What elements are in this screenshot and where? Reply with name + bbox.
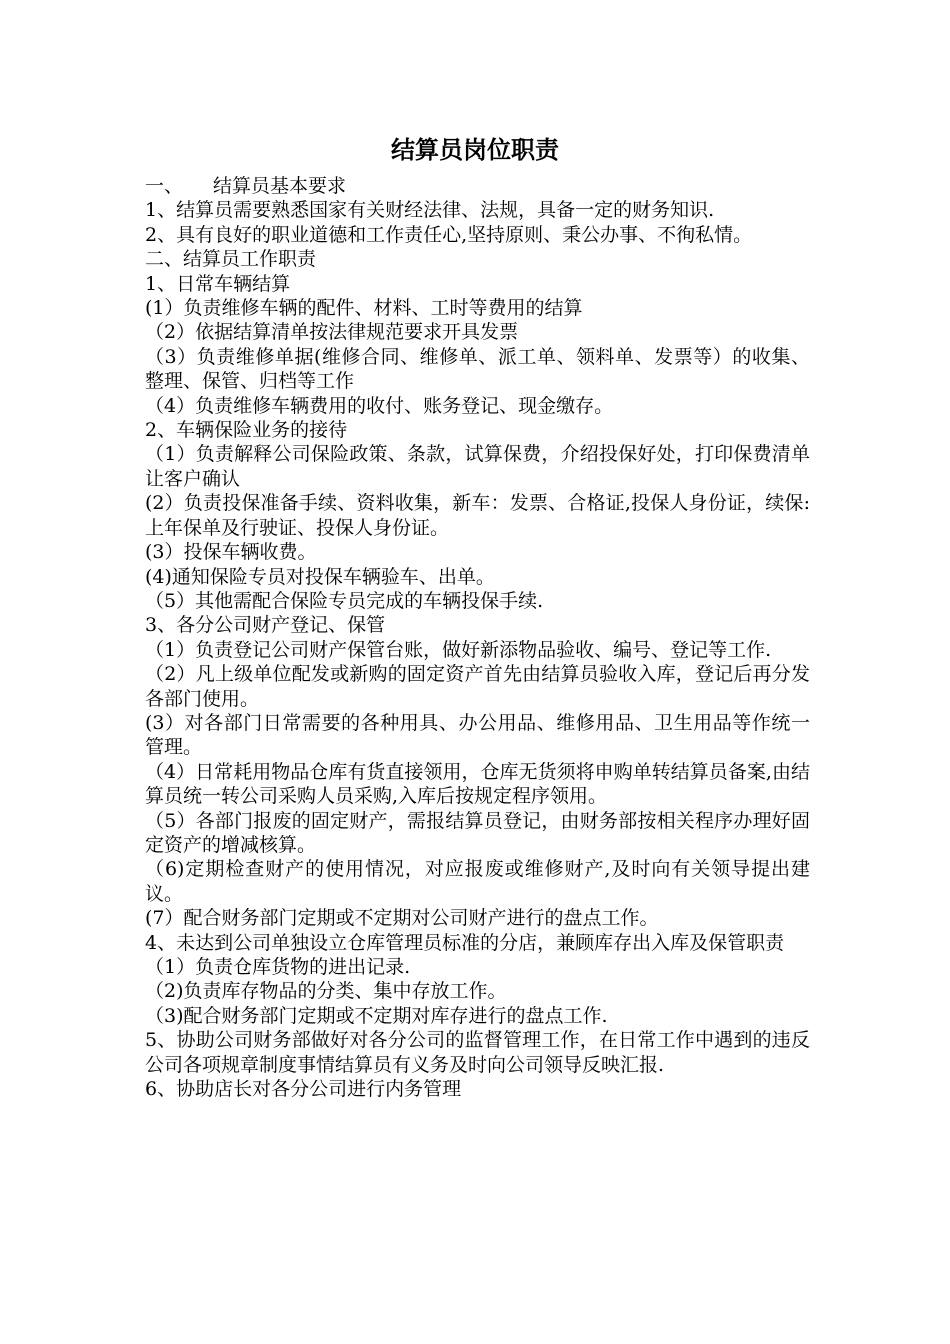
list-item: （4）日常耗用物品仓库有货直接领用，仓库无货须将申购单转结算员备案,由结算员统一转公司采购人员采购,入库后按规定程序领用。 <box>145 760 810 808</box>
list-item: (4)通知保险专员对投保车辆验车、出单。 <box>145 565 495 588</box>
list-item: (3）对各部门日常需要的各种用具、办公用品、维修用品、卫生用品等作统一管理。 <box>145 711 810 759</box>
document-body <box>145 174 810 1101</box>
list-item: (3）投保车辆收费。 <box>145 541 317 564</box>
list-item: （4）负责维修车辆费用的收付、账务登记、现金缴存。 <box>145 394 614 417</box>
list-item: （5）其他需配合保险专员完成的车辆投保手续. <box>145 589 544 612</box>
list-item: （5）各部门报废的固定财产，需报结算员登记，由财务部按相关程序办理好固定资产的增减核算。 <box>145 809 810 856</box>
paragraph: 2、具有良好的职业道德和工作责任心,坚持原则、秉公办事、不徇私情。 <box>145 223 753 246</box>
section-heading <box>145 174 810 198</box>
list-item: (1）负责维修车辆的配件、材料、工时等费用的结算 <box>145 297 583 320</box>
list-item: （2)负责库存物品的分类、集中存放工作。 <box>145 980 507 1003</box>
subsection-heading: 3、各分公司财产登记、保管 <box>145 614 386 637</box>
list-item: （2）依据结算清单按法律规范要求开具发票 <box>145 321 519 344</box>
list-item: （1）负责仓库货物的进出记录. <box>145 956 411 978</box>
subsection-heading: 2、车辆保险业务的接待 <box>145 419 348 442</box>
section-title: 结算员基本要求 <box>213 175 347 197</box>
list-item: （3)配合财务部门定期或不定期对库存进行的盘点工作. <box>145 1004 608 1027</box>
list-item: （1）负责登记公司财产保管台账，做好新添物品验收、编号、登记等工作. <box>145 638 772 661</box>
list-item: （3）负责维修单据(维修合同、维修单、派工单、领料单、发票等）的收集、整理、保管、归档等工作 <box>145 345 810 393</box>
list-item: (7）配合财务部门定期或不定期对公司财产进行的盘点工作。 <box>145 907 659 930</box>
list-item: （6)定期检查财产的使用情况，对应报废或维修财产,及时向有关领导提出建议。 <box>145 858 810 905</box>
subsection-heading: 1、日常车辆结算 <box>145 272 291 295</box>
document-title: 结算员岗位职责 <box>391 136 559 164</box>
list-item: (2）负责投保准备手续、资料收集，新车：发票、合格证,投保人身份证，续保:上年保单及行驶证、投保人身份证。 <box>145 492 810 539</box>
section-heading: 二、结算员工作职责 <box>145 248 317 271</box>
list-item: （1）负责解释公司保险政策、条款，试算保费，介绍投保好处，打印保费清单让客户确认 <box>145 443 810 490</box>
list-item: （2）凡上级单位配发或新购的固定资产首先由结算员验收入库，登记后再分发各部门使用。 <box>145 663 810 710</box>
paragraph: 1、结算员需要熟悉国家有关财经法律、法规，具备一定的财务知识. <box>145 199 715 222</box>
paragraph: 5、协助公司财务部做好对各分公司的监督管理工作，在日常工作中遇到的违反公司各项规章制度事情结算员有义务及时向公司领导反映汇报. <box>145 1029 810 1076</box>
paragraph: 6、协助店长对各分公司进行内务管理 <box>145 1078 462 1101</box>
subsection-heading: 4、未达到公司单独设立仓库管理员标准的分店，兼顾库存出入库及保管职责 <box>145 931 785 954</box>
section-number: 一、 <box>145 175 184 197</box>
